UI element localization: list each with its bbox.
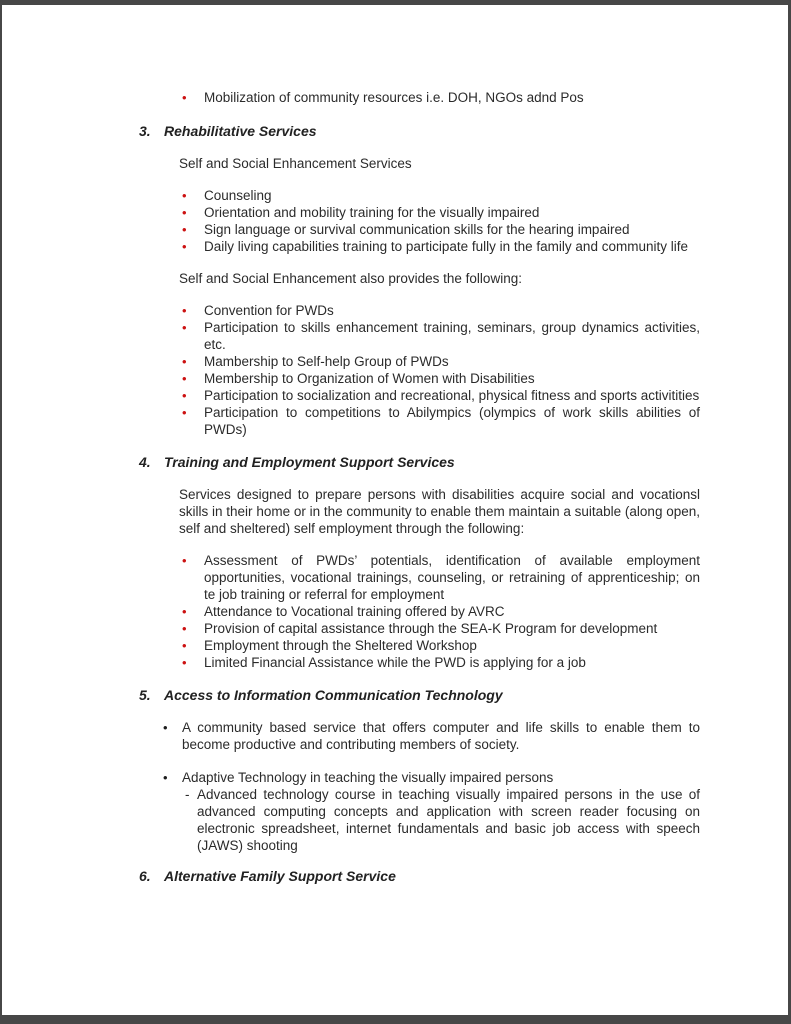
list-item-text: Participation to skills enhancement training, seminars, group dynamics activities, etc. — [204, 320, 700, 352]
section-3-bullet-list — [139, 187, 700, 255]
sub-list-item — [185, 786, 700, 854]
list-item-text: A community based service that offers computer and life skills to enable them to become productive and contributing members of society. — [182, 720, 700, 752]
section-3-title: Rehabilitative Services — [164, 123, 317, 139]
list-item-text — [182, 769, 700, 854]
bullet-icon: • — [182, 553, 187, 568]
bullet-icon: • — [182, 239, 187, 254]
section-6-heading — [139, 868, 700, 885]
section-4-heading — [139, 454, 700, 471]
bullet-icon: • — [163, 720, 168, 735]
list-item — [182, 552, 700, 603]
list-item-text: Orientation and mobility training for the visually impaired — [204, 205, 540, 220]
carryover-bullet-list — [139, 89, 700, 106]
list-item — [163, 719, 700, 753]
list-item-text: Limited Financial Assistance while the PWD is applying for a job — [204, 655, 586, 670]
list-item — [182, 221, 700, 238]
sub-list-item-text: Advanced technology course in teaching visually impaired persons in the use of advanced computing concepts and application with screen reader focusing on electronic spreadsheet, internet fundamentals and basic job access with speech (JAWS) shooting — [197, 787, 700, 853]
bullet-icon: • — [182, 371, 187, 386]
list-item-text: Employment through the Sheltered Workshop — [204, 638, 477, 653]
bullet-icon: • — [182, 621, 187, 636]
list-item — [182, 637, 700, 654]
section-4-title: Training and Employment Support Services — [164, 454, 455, 470]
list-item-text: Mambership to Self-help Group of PWDs — [204, 354, 449, 369]
list-item-text: Participation to competitions to Abilympics (olympics of work skills abilities of PWDs) — [204, 405, 700, 437]
list-item — [182, 302, 700, 319]
section-5-title: Access to Information Communication Technology — [164, 687, 503, 703]
list-item — [182, 353, 700, 370]
bullet-icon: • — [182, 405, 187, 420]
list-item-text: Assessment of PWDs’ potentials, identification of available employment opportunities, vocational trainings, counseling, or retraining of apprenticeship; on te job training or referral for employment — [204, 553, 700, 602]
list-item-text: Mobilization of community resources i.e. DOH, NGOs adnd Pos — [204, 90, 584, 105]
section-4-bullet-list — [139, 552, 700, 671]
list-item — [182, 620, 700, 637]
list-item-text: Convention for PWDs — [204, 303, 334, 318]
bullet-icon: • — [182, 303, 187, 318]
list-item-text: Membership to Organization of Women with Disabilities — [204, 371, 535, 386]
list-item — [182, 204, 700, 221]
list-item — [163, 769, 700, 854]
section-6-number: 6. — [139, 868, 151, 884]
bullet-icon: • — [182, 90, 187, 105]
list-item-text: Provision of capital assistance through the SEA-K Program for development — [204, 621, 658, 636]
dash-icon: - — [185, 787, 190, 802]
list-item — [182, 319, 700, 353]
section-3-number: 3. — [139, 123, 151, 139]
list-item — [182, 238, 700, 255]
bullet-icon: • — [182, 388, 187, 403]
bullet-icon: • — [163, 770, 168, 785]
section-4-intro: Services designed to prepare persons with disabilities acquire social and vocationsl skills in their home or in the community to enable them maintain a suitable (along open, self and sheltered) self employment through the following: — [179, 487, 700, 536]
list-item — [182, 603, 700, 620]
list-item-text: Daily living capabilities training to participate fully in the family and community life — [204, 239, 688, 254]
bullet-icon: • — [182, 320, 187, 335]
bullet-icon: • — [182, 354, 187, 369]
section-3-intro: Self and Social Enhancement Services — [179, 156, 412, 171]
list-item — [182, 370, 700, 387]
list-item — [182, 387, 700, 404]
section-3-also-provides: Self and Social Enhancement also provides the following: — [179, 271, 522, 286]
section-3-heading — [139, 123, 700, 140]
bullet-icon: • — [182, 655, 187, 670]
list-item-text: Counseling — [204, 188, 272, 203]
bullet-icon: • — [182, 222, 187, 237]
list-item-text: Participation to socialization and recreational, physical fitness and sports activitities — [204, 388, 700, 403]
bullet-icon: • — [182, 604, 187, 619]
list-item-text: Sign language or survival communication skills for the hearing impaired — [204, 222, 630, 237]
section-5-bullet-list — [139, 719, 700, 854]
section-6-title: Alternative Family Support Service — [164, 868, 396, 884]
section-4-number: 4. — [139, 454, 151, 470]
list-item — [182, 654, 700, 671]
bullet-icon: • — [182, 205, 187, 220]
list-item-text: Attendance to Vocational training offered by AVRC — [204, 604, 505, 619]
list-item-lead-text: Adaptive Technology in teaching the visually impaired persons — [182, 770, 554, 785]
bullet-icon: • — [182, 188, 187, 203]
bullet-icon: • — [182, 638, 187, 653]
document-content — [2, 5, 788, 885]
list-item — [182, 187, 700, 204]
section-5-heading — [139, 687, 700, 704]
section-3-also-bullet-list — [139, 302, 700, 438]
list-item — [182, 89, 700, 106]
list-item — [182, 404, 700, 438]
section-5-number: 5. — [139, 687, 151, 703]
